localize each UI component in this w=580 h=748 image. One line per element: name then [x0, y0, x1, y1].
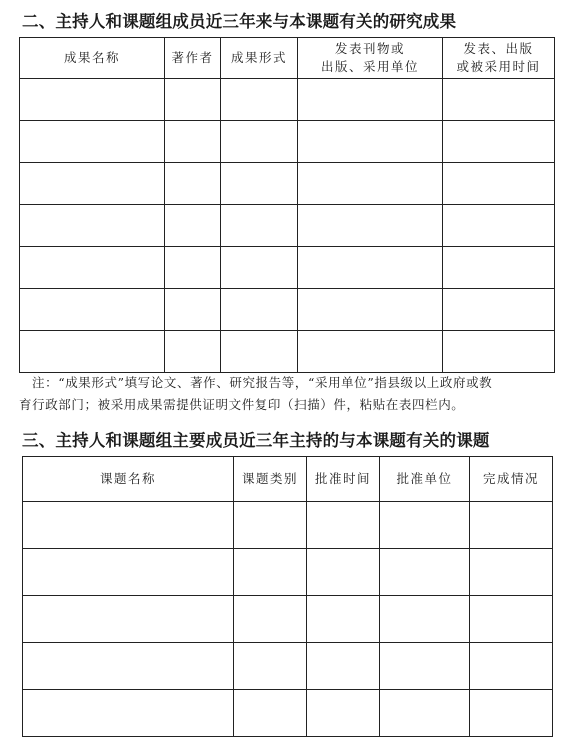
blank-cell[interactable] [298, 205, 443, 247]
blank-cell[interactable] [307, 690, 380, 737]
blank-cell[interactable] [307, 502, 380, 549]
blank-cell[interactable] [443, 79, 555, 121]
table-row [20, 121, 555, 163]
research-results-rows [20, 79, 555, 373]
col-header-publisher: 发表刊物或 出版、采用单位 [298, 38, 443, 79]
blank-cell[interactable] [23, 549, 234, 596]
table-row [20, 79, 555, 121]
col-header-approval-time: 批准时间 [307, 457, 380, 502]
blank-cell[interactable] [23, 596, 234, 643]
blank-cell[interactable] [165, 163, 221, 205]
blank-cell[interactable] [470, 549, 553, 596]
blank-cell[interactable] [221, 205, 298, 247]
blank-cell[interactable] [20, 331, 165, 373]
note-line-1: 注：“成果形式”填写论文、著作、研究报告等，“采用单位”指县级以上政府或教 [32, 375, 493, 390]
blank-cell[interactable] [443, 121, 555, 163]
col-header-project-category: 课题类别 [234, 457, 307, 502]
table-row [20, 247, 555, 289]
blank-cell[interactable] [298, 121, 443, 163]
table-row [23, 643, 553, 690]
blank-cell[interactable] [234, 643, 307, 690]
blank-cell[interactable] [165, 79, 221, 121]
blank-cell[interactable] [165, 121, 221, 163]
blank-cell[interactable] [221, 289, 298, 331]
table-row [23, 549, 553, 596]
blank-cell[interactable] [443, 163, 555, 205]
blank-cell[interactable] [221, 121, 298, 163]
blank-cell[interactable] [20, 205, 165, 247]
blank-cell[interactable] [380, 690, 470, 737]
blank-cell[interactable] [221, 163, 298, 205]
blank-cell[interactable] [23, 502, 234, 549]
table-row [20, 163, 555, 205]
blank-cell[interactable] [380, 549, 470, 596]
blank-cell[interactable] [298, 331, 443, 373]
blank-cell[interactable] [234, 549, 307, 596]
blank-cell[interactable] [165, 247, 221, 289]
blank-cell[interactable] [298, 289, 443, 331]
blank-cell[interactable] [443, 331, 555, 373]
blank-cell[interactable] [20, 163, 165, 205]
blank-cell[interactable] [470, 643, 553, 690]
blank-cell[interactable] [443, 205, 555, 247]
col-header-result-form: 成果形式 [221, 38, 298, 79]
blank-cell[interactable] [298, 163, 443, 205]
blank-cell[interactable] [20, 247, 165, 289]
blank-cell[interactable] [307, 549, 380, 596]
col-header-completion-status: 完成情况 [470, 457, 553, 502]
col-header-publish-time: 发表、出版 或被采用时间 [443, 38, 555, 79]
blank-cell[interactable] [298, 79, 443, 121]
blank-cell[interactable] [23, 690, 234, 737]
projects-table [22, 456, 553, 737]
projects-rows [23, 502, 553, 737]
blank-cell[interactable] [307, 643, 380, 690]
blank-cell[interactable] [221, 331, 298, 373]
blank-cell[interactable] [234, 596, 307, 643]
blank-cell[interactable] [23, 643, 234, 690]
table-row [23, 690, 553, 737]
blank-cell[interactable] [234, 690, 307, 737]
table-row [20, 289, 555, 331]
blank-cell[interactable] [380, 643, 470, 690]
table-header-row [20, 38, 555, 79]
blank-cell[interactable] [298, 247, 443, 289]
blank-cell[interactable] [470, 502, 553, 549]
blank-cell[interactable] [443, 289, 555, 331]
table-row [23, 596, 553, 643]
blank-cell[interactable] [165, 331, 221, 373]
blank-cell[interactable] [20, 79, 165, 121]
blank-cell[interactable] [443, 247, 555, 289]
form-note [19, 372, 559, 416]
blank-cell[interactable] [470, 690, 553, 737]
blank-cell[interactable] [221, 247, 298, 289]
blank-cell[interactable] [165, 289, 221, 331]
table-row [23, 502, 553, 549]
col-header-author: 著作者 [165, 38, 221, 79]
blank-cell[interactable] [470, 596, 553, 643]
blank-cell[interactable] [221, 79, 298, 121]
research-results-table [19, 37, 555, 373]
blank-cell[interactable] [234, 502, 307, 549]
section-3-heading: 三、主持人和课题组主要成员近三年主持的与本课题有关的课题 [22, 431, 490, 450]
col-header-approving-unit: 批准单位 [380, 457, 470, 502]
blank-cell[interactable] [380, 596, 470, 643]
blank-cell[interactable] [20, 121, 165, 163]
table-header-row [23, 457, 553, 502]
table-row [20, 205, 555, 247]
blank-cell[interactable] [20, 289, 165, 331]
note-line-2: 育行政部门；被采用成果需提供证明文件复印（扫描）件，粘贴在表四栏内。 [19, 397, 465, 412]
blank-cell[interactable] [165, 205, 221, 247]
col-header-result-name: 成果名称 [20, 38, 165, 79]
blank-cell[interactable] [307, 596, 380, 643]
table-row [20, 331, 555, 373]
blank-cell[interactable] [380, 502, 470, 549]
section-2-heading: 二、主持人和课题组成员近三年来与本课题有关的研究成果 [22, 12, 457, 31]
col-header-project-name: 课题名称 [23, 457, 234, 502]
